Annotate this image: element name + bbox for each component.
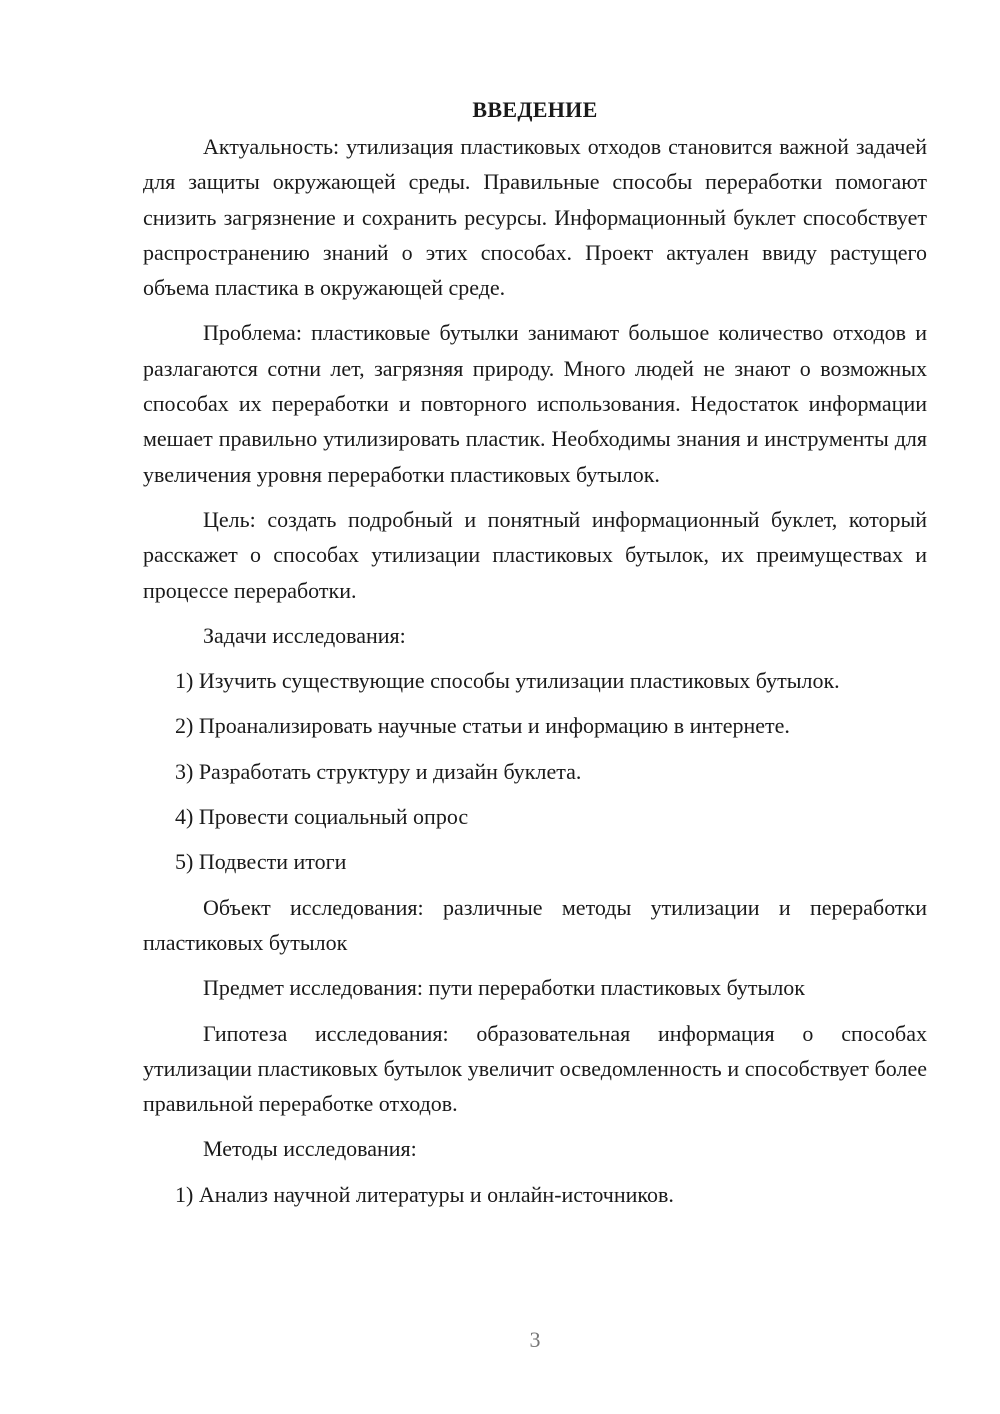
problem-paragraph: Проблема: пластиковые бутылки занимают большое количество отходов и разлагаются сотни лет, загрязняя природу. Много людей не знают о возможных способах их переработки и повторного использования. Недостаток информации мешает правильно утилизировать пластик. Необходимы знания и инструменты для увеличения уровня переработки пластиковых бутылок. xyxy=(143,320,927,487)
task-item-2: 2) Проанализировать научные статьи и информацию в интернете. xyxy=(175,713,790,739)
task-item-1: 1) Изучить существующие способы утилизации пластиковых бутылок. xyxy=(175,668,840,694)
methods-heading: Методы исследования: xyxy=(203,1136,417,1162)
object-paragraph: Объект исследования: различные методы утилизации и переработки пластиковых бутылок xyxy=(143,894,927,955)
method-item-1: 1) Анализ научной литературы и онлайн-источников. xyxy=(175,1181,674,1207)
page-content xyxy=(143,95,927,1212)
task-item-3: 3) Разработать структуру и дизайн буклета. xyxy=(175,758,582,784)
hypothesis-paragraph: Гипотеза исследования: образовательная информация о способах утилизации пластиковых бутылок увеличит осведомленность и способствует более правильной переработке отходов. xyxy=(143,1020,927,1117)
section-heading: ВВЕДЕНИЕ xyxy=(472,97,598,122)
goal-paragraph: Цель: создать подробный и понятный информационный буклет, который расскажет о способах утилизации пластиковых бутылок, их преимуществах и процессе переработки. xyxy=(143,506,927,603)
tasks-heading: Задачи исследования: xyxy=(203,622,406,648)
subject-paragraph: Предмет исследования: пути переработки пластиковых бутылок xyxy=(203,975,805,1001)
task-item-4: 4) Провести социальный опрос xyxy=(175,804,469,830)
relevance-paragraph: Актуальность: утилизация пластиковых отходов становится важной задачей для защиты окружающей среды. Правильные способы переработки помогают снизить загрязнение и сохранить ресурсы. Информационный буклет способствует распространению знаний о этих способах. Проект актуален ввиду растущего объема пластика в окружающей среде. xyxy=(143,134,927,301)
page-number: 3 xyxy=(529,1327,541,1352)
task-item-5: 5) Подвести итоги xyxy=(175,849,347,875)
